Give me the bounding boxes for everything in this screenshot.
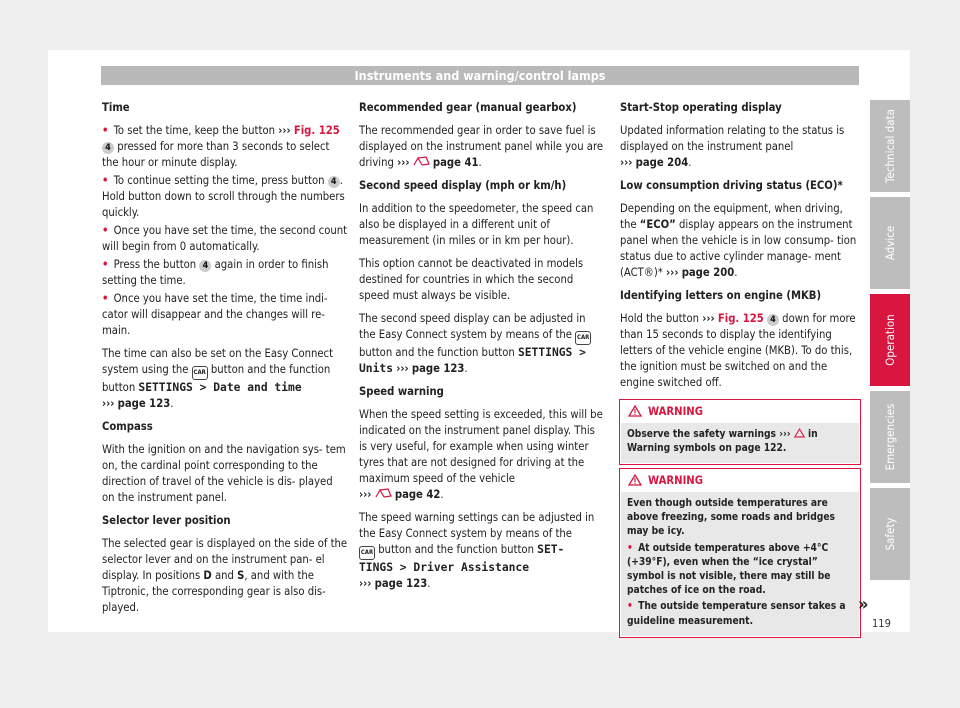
- paragraph: The speed warning settings can be adjusted in the Easy Connect system by means of the CAR button and the function button SET- TINGS > Driver Assistance ››› page 123.: [359, 511, 595, 590]
- car-button-icon: CAR: [575, 331, 591, 345]
- page-link[interactable]: page 204: [635, 156, 689, 169]
- tab-technical-data[interactable]: Technical data: [870, 100, 910, 192]
- warning-box-1: [619, 399, 861, 465]
- page-link[interactable]: page 123: [117, 397, 171, 410]
- button-4-icon: 4: [102, 142, 114, 154]
- list-item: • Once you have set the time, the time indi- cator will disappear and the changes will re- main.: [102, 292, 328, 337]
- fig-link[interactable]: Fig. 125: [293, 124, 340, 137]
- paragraph: Depending on the equipment, when driving, the “ECO” display appears on the instrument panel when the vehicle is in low consump- tion status due to active cylinder manage- ment (ACT®)* ››› page 200.: [620, 202, 857, 279]
- button-4-icon: 4: [767, 314, 779, 326]
- warning-label: WARNING: [648, 474, 703, 487]
- eco-heading: Low consumption driving status (ECO)*: [620, 179, 843, 192]
- list-item: • To continue setting the time, press button 4 . Hold button down to scroll through the numbers quickly.: [102, 174, 345, 219]
- warning-bullet: • The outside temperature sensor takes a guideline measurement.: [627, 601, 846, 627]
- page-link[interactable]: page 123: [374, 577, 428, 590]
- paragraph: The selected gear is displayed on the side of the selector lever and on the instrument pan- el display. In positions D and S, and with the Tiptronic, the corresponding gear is also dis- played.: [102, 537, 348, 614]
- tab-emergencies[interactable]: Emergencies: [870, 391, 910, 483]
- selector-heading: Selector lever position: [102, 514, 231, 527]
- book-icon: [375, 488, 392, 499]
- warning-text: Observe the safety warnings ››› in Warning symbols on page 122.: [627, 429, 818, 455]
- warning-bullet: • At outside temperatures above +4°C (+39°F), even when the “ice crystal” symbol is not visible, there may still be patches of ice on the road.: [627, 542, 831, 597]
- tab-advice[interactable]: Advice: [870, 197, 910, 289]
- car-button-icon: CAR: [359, 546, 375, 560]
- warning-box-2: [619, 468, 861, 638]
- tab-safety[interactable]: Safety: [870, 488, 910, 580]
- warning-label: WARNING: [648, 405, 703, 418]
- warning-triangle-icon: [794, 428, 805, 438]
- column-2: [359, 100, 605, 599]
- page-link[interactable]: page 123: [411, 362, 465, 375]
- paragraph: Updated information relating to the status is displayed on the instrument panel ››› page 204.: [620, 124, 845, 169]
- warning-triangle-icon: [628, 405, 642, 417]
- list-item: • Press the button 4 again in order to finish setting the time.: [102, 258, 329, 287]
- paragraph: Hold the button ››› Fig. 125 4 down for more than 15 seconds to display the identifying letters of the vehicle engine (MKB). To do this, the ignition must be switched on and the engine switched off.: [620, 312, 856, 389]
- compass-heading: Compass: [102, 420, 153, 433]
- recommended-gear-heading: Recommended gear (manual gearbox): [359, 101, 577, 114]
- page-link[interactable]: page 41: [432, 156, 479, 169]
- page-link[interactable]: page 200: [681, 266, 735, 279]
- mkb-heading: Identifying letters on engine (MKB): [620, 289, 822, 302]
- list-item: • Once you have set the time, the second count will begin from 0 automatically.: [102, 224, 348, 253]
- paragraph: The recommended gear in order to save fuel is displayed on the instrument panel while you are driving ››› page 41.: [359, 124, 604, 169]
- paragraph: This option cannot be deactivated in models destined for countries in which the second speed must always be visible.: [359, 257, 584, 302]
- list-item: • To set the time, keep the button ››› Fig. 125 4 pressed for more than 3 seconds to select the hour or minute display.: [102, 124, 340, 169]
- book-icon: [413, 156, 430, 167]
- paragraph: In addition to the speedometer, the speed can also be displayed in a different unit of measurement (in miles or in km per hour).: [359, 202, 594, 247]
- page-link[interactable]: page 42: [394, 488, 441, 501]
- column-1: [102, 100, 348, 623]
- paragraph: When the speed setting is exceeded, this will be indicated on the instrument panel display. This is very useful, for example when using winter tyres that are not designed for driving at the maximum speed of the vehicle ››› page 42.: [359, 408, 603, 501]
- tab-operation[interactable]: Operation: [870, 294, 910, 386]
- second-speed-heading: Second speed display (mph or km/h): [359, 179, 567, 192]
- start-stop-heading: Start-Stop operating display: [620, 101, 782, 114]
- button-4-icon: 4: [199, 260, 211, 272]
- time-heading: Time: [102, 101, 130, 114]
- button-4-icon: 4: [328, 176, 340, 188]
- continue-mark: »: [858, 594, 869, 615]
- paragraph: With the ignition on and the navigation sys- tem on, the cardinal point corresponding to the direction of travel of the vehicle is dis- played on the instrument panel.: [102, 443, 346, 504]
- paragraph: The time can also be set on the Easy Connect system using the CAR button and the function button SETTINGS > Date and time ››› page 123.: [102, 347, 334, 410]
- warning-triangle-icon: [628, 474, 642, 486]
- section-header: Instruments and warning/control lamps: [101, 66, 859, 85]
- column-3: [620, 100, 860, 398]
- car-button-icon: CAR: [192, 366, 208, 380]
- fig-link[interactable]: Fig. 125: [717, 312, 764, 325]
- page-number: 119: [872, 617, 891, 630]
- speed-warning-heading: Speed warning: [359, 385, 444, 398]
- paragraph: The second speed display can be adjusted in the Easy Connect system by means of the CAR button and the function button SETTINGS > Units ››› page 123.: [359, 312, 590, 375]
- warning-intro: Even though outside temperatures are above freezing, some roads and bridges may be icy.: [627, 498, 835, 538]
